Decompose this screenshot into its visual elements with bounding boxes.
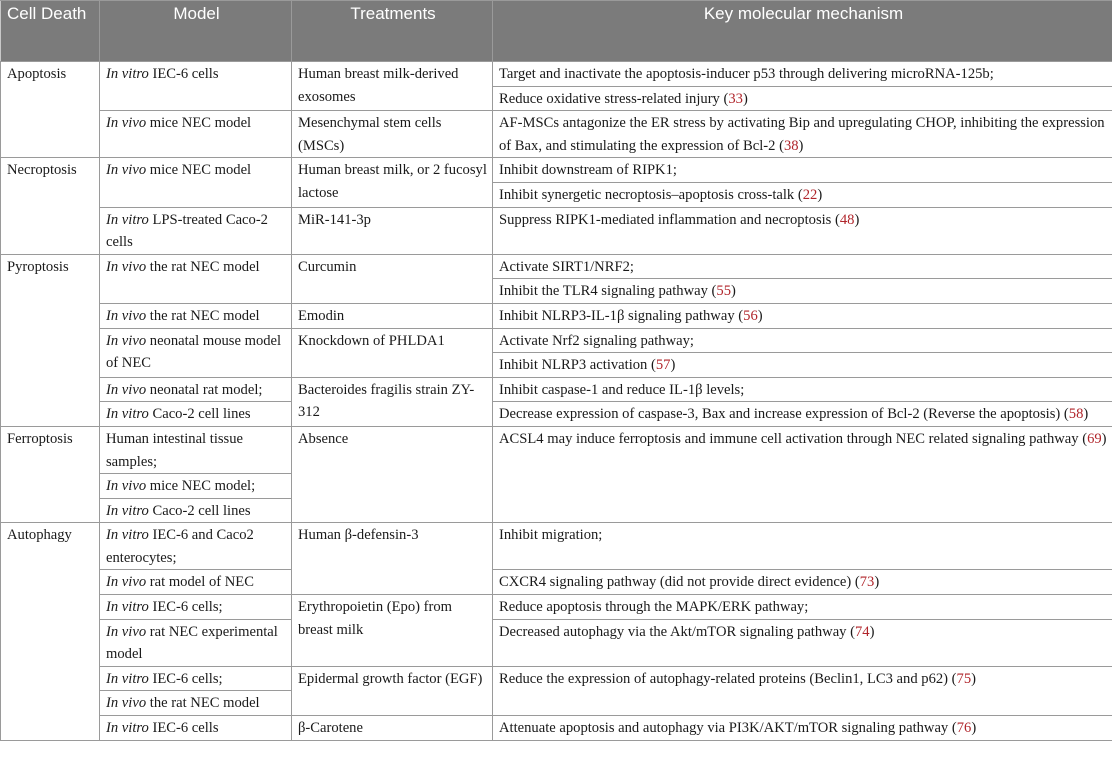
header-model: Model	[100, 1, 292, 62]
cell-text: AF-MSCs antagonize the ER stress by activating Bip and upregulating CHOP, inhibiting the expression of Bax, and stimulating the expression of Bcl-2 (	[499, 115, 1105, 154]
mechanism-cell	[493, 207, 1112, 254]
cell-text: Caco-2 cell lines	[148, 406, 251, 423]
mechanism-cell	[493, 666, 1112, 715]
cell-text: the rat NEC model	[146, 307, 260, 324]
mechanism-cell	[493, 86, 1112, 111]
cell-text: Reduce apoptosis through the MAPK/ERK pathway;	[499, 599, 809, 616]
cell-text: Inhibit caspase-1 and reduce IL-1β levels;	[499, 381, 745, 398]
cell-text: Caco-2 cell lines	[148, 502, 251, 519]
cell-text: Activate Nrf2 signaling pathway;	[499, 332, 694, 349]
treatment-cell: Mesenchymal stem cells (MSCs)	[292, 111, 493, 158]
cell-text: Inhibit the TLR4 signaling pathway (	[499, 283, 717, 300]
table-row	[1, 377, 1112, 402]
reference-link[interactable]: 38	[783, 137, 799, 154]
cell-text: )	[971, 670, 977, 687]
table-row	[1, 111, 1112, 158]
mechanism-cell	[493, 570, 1112, 595]
cell-text: mice NEC model	[146, 162, 252, 179]
table-row	[1, 328, 1112, 353]
model-cell	[100, 523, 292, 570]
cell-text: )	[730, 283, 736, 300]
treatment-cell: Human β-defensin-3	[292, 523, 493, 595]
cell-text: IEC-6 cells;	[148, 599, 223, 616]
model-cell	[100, 158, 292, 207]
mechanism-cell	[493, 402, 1112, 427]
model-line	[106, 330, 286, 375]
model-cell	[100, 111, 292, 158]
model-type-label: In vivo	[106, 574, 147, 591]
cell-text: IEC-6 cells	[148, 66, 219, 82]
reference-link[interactable]: 56	[743, 307, 758, 324]
cell-text: )	[1083, 406, 1089, 423]
model-cell	[100, 716, 292, 741]
model-cell	[100, 207, 292, 254]
cell-text: Inhibit NLRP3 activation (	[499, 357, 656, 374]
mechanism-line	[499, 668, 1107, 691]
cell-death-label: Apoptosis	[1, 62, 100, 158]
table-row	[1, 666, 1112, 691]
model-type-label: In vivo	[106, 332, 147, 349]
cell-text: Decrease expression of caspase-3, Bax and increase expression of Bcl-2 (Reverse the apoptosis) (	[499, 406, 1069, 423]
cell-text: )	[798, 137, 804, 154]
cell-text: Suppress RIPK1-mediated inflammation and necroptosis (	[499, 211, 840, 228]
cell-text: )	[742, 90, 748, 107]
reference-link[interactable]: 48	[839, 211, 855, 228]
model-type-label: In vivo	[106, 381, 147, 398]
model-cell	[100, 691, 292, 716]
mechanism-line	[499, 428, 1107, 451]
treatment-cell: Human breast milk-derived exosomes	[292, 62, 493, 111]
cell-text: the rat NEC model	[146, 258, 260, 275]
table-row	[1, 254, 1112, 279]
model-cell	[100, 498, 292, 523]
treatment-cell: β-Carotene	[292, 716, 493, 741]
cell-text: ACSL4 may induce ferroptosis and immune cell activation through NEC related signaling pathway (	[499, 430, 1088, 447]
model-cell	[100, 303, 292, 328]
model-cell	[100, 402, 292, 427]
cell-text: rat NEC experimental model	[106, 623, 278, 663]
model-type-label: In vitro	[106, 670, 149, 687]
treatment-cell: Absence	[292, 426, 493, 522]
cell-death-label: Pyroptosis	[1, 254, 100, 426]
cell-death-label: Ferroptosis	[1, 426, 100, 522]
model-cell	[100, 570, 292, 595]
cell-text: IEC-6 and Caco2 enterocytes;	[106, 527, 254, 566]
cell-text: )	[854, 211, 860, 228]
model-line	[106, 63, 286, 86]
model-type-label: In vivo	[106, 623, 147, 640]
cell-text: rat model of NEC	[146, 574, 254, 591]
mechanism-cell	[493, 158, 1112, 183]
cell-text: neonatal rat model;	[146, 381, 263, 398]
cell-text: mice NEC model;	[146, 478, 256, 495]
model-cell	[100, 62, 292, 111]
mechanism-cell	[493, 279, 1112, 304]
mechanism-cell	[493, 254, 1112, 279]
model-cell	[100, 328, 292, 377]
model-type-label: In vitro	[106, 66, 149, 82]
model-type-label: In vivo	[106, 478, 147, 495]
table-row	[1, 158, 1112, 183]
mechanism-cell	[493, 328, 1112, 353]
table-row	[1, 207, 1112, 254]
table-row	[1, 62, 1112, 87]
reference-link[interactable]: 57	[655, 357, 671, 374]
cell-text: )	[874, 574, 880, 591]
mechanism-cell	[493, 62, 1112, 87]
model-cell	[100, 619, 292, 666]
model-cell	[100, 254, 292, 303]
table-row	[1, 426, 1112, 473]
treatment-cell: Epidermal growth factor (EGF)	[292, 666, 493, 715]
mechanism-cell	[493, 595, 1112, 620]
model-type-label: In vitro	[106, 406, 149, 423]
cell-text: LPS-treated Caco-2 cells	[106, 211, 268, 251]
model-line	[106, 256, 286, 279]
model-cell	[100, 377, 292, 402]
model-type-label: In vivo	[106, 162, 147, 179]
cell-text: Activate SIRT1/NRF2;	[499, 258, 634, 275]
mechanism-cell	[493, 716, 1112, 741]
table-row	[1, 402, 1112, 427]
reference-link[interactable]: 55	[716, 283, 731, 300]
cell-text: Decreased autophagy via the Akt/mTOR signaling pathway (	[499, 623, 855, 640]
model-type-label: In vitro	[106, 502, 149, 519]
cell-text: mice NEC model	[146, 115, 252, 132]
cell-text: )	[757, 307, 763, 324]
mechanism-cell	[493, 182, 1112, 207]
model-type-label: In vitro	[106, 720, 149, 737]
treatment-cell: Knockdown of PHLDA1	[292, 328, 493, 377]
model-cell	[100, 595, 292, 620]
model-type-label: In vitro	[106, 599, 149, 616]
model-type-label: In vivo	[106, 695, 147, 712]
treatment-cell: Bacteroides fragilis strain ZY-312	[292, 377, 493, 426]
cell-text: Inhibit downstream of RIPK1;	[499, 162, 677, 179]
treatment-cell: Curcumin	[292, 254, 493, 303]
cell-text: Attenuate apoptosis and autophagy via PI3K/AKT/mTOR signaling pathway (	[499, 720, 957, 737]
mechanism-cell	[493, 426, 1112, 522]
cell-text: )	[971, 720, 977, 737]
cell-text: Inhibit NLRP3-IL-1β signaling pathway (	[499, 307, 744, 324]
model-cell	[100, 426, 292, 473]
treatment-cell: Emodin	[292, 303, 493, 328]
table-body	[1, 62, 1112, 741]
cell-text: Reduce the expression of autophagy-related proteins (Beclin1, LC3 and p62) (	[499, 670, 957, 687]
table-row	[1, 716, 1112, 741]
cell-text: CXCR4 signaling pathway (did not provide direct evidence) (	[499, 574, 860, 591]
cell-text: neonatal mouse model of NEC	[106, 332, 282, 372]
model-type-label: In vivo	[106, 115, 147, 132]
cell-text: )	[1101, 430, 1107, 447]
table-row	[1, 570, 1112, 595]
model-type-label: In vitro	[106, 527, 149, 544]
table-row	[1, 523, 1112, 570]
treatment-cell: MiR-141-3p	[292, 207, 493, 254]
header-row	[1, 1, 1112, 62]
cell-text: Inhibit migration;	[499, 527, 603, 544]
reference-link[interactable]: 73	[859, 574, 875, 591]
mechanism-cell	[493, 619, 1112, 666]
reference-link[interactable]: 69	[1087, 430, 1102, 447]
cell-text: IEC-6 cells;	[148, 670, 223, 687]
table-row	[1, 619, 1112, 666]
model-type-label: In vivo	[106, 307, 147, 324]
model-cell	[100, 666, 292, 691]
model-cell	[100, 474, 292, 499]
mechanism-cell	[493, 111, 1112, 158]
mechanism-cell	[493, 523, 1112, 570]
cell-text: Inhibit synergetic necroptosis–apoptosis cross-talk (	[499, 186, 803, 203]
reference-link[interactable]: 74	[854, 623, 870, 640]
cell-text: the rat NEC model	[146, 695, 260, 712]
cell-text: Target and inactivate the apoptosis-inducer p53 through delivering microRNA-125b;	[499, 66, 994, 82]
reference-link[interactable]: 75	[956, 670, 972, 687]
treatment-cell: Human breast milk, or 2 fucosyl lactose	[292, 158, 493, 207]
model-type-label: In vitro	[106, 211, 149, 228]
treatment-cell: Erythropoietin (Epo) from breast milk	[292, 595, 493, 667]
table-row	[1, 303, 1112, 328]
mechanism-cell	[493, 353, 1112, 378]
reference-link[interactable]: 58	[1068, 406, 1084, 423]
cell-text: IEC-6 cells	[148, 720, 219, 737]
header-treatments: Treatments	[292, 1, 493, 62]
cell-death-label: Necroptosis	[1, 158, 100, 254]
mechanism-cell	[493, 303, 1112, 328]
model-line	[106, 159, 286, 182]
reference-link[interactable]: 33	[728, 90, 743, 107]
header-cell-death: Cell Death	[1, 1, 100, 62]
table-row	[1, 595, 1112, 620]
cell-text: )	[670, 357, 676, 374]
mechanism-cell	[493, 377, 1112, 402]
cell-text: )	[869, 623, 875, 640]
reference-link[interactable]: 76	[956, 720, 972, 737]
header-mechanism: Key molecular mechanism	[493, 1, 1112, 62]
reference-link[interactable]: 22	[802, 186, 818, 203]
cell-text: Reduce oxidative stress-related injury (	[499, 90, 729, 107]
cell-text: Human intestinal tissue samples;	[106, 430, 244, 470]
cell-death-label: Autophagy	[1, 523, 100, 740]
model-type-label: In vivo	[106, 258, 147, 275]
cell-text: )	[817, 186, 823, 203]
